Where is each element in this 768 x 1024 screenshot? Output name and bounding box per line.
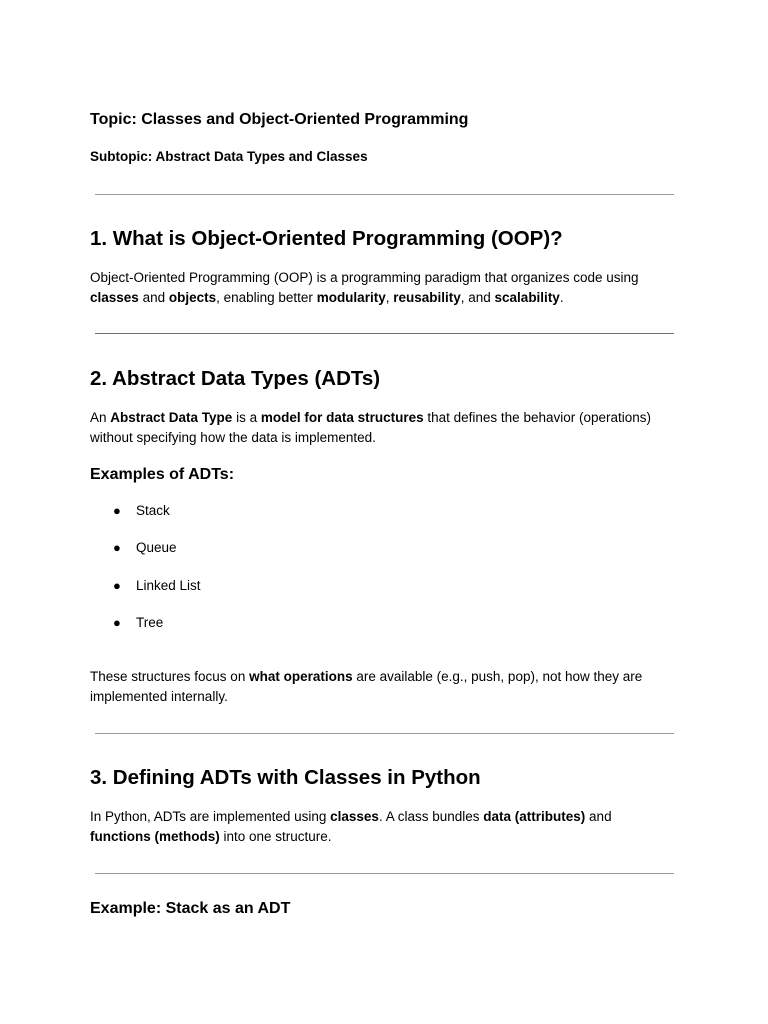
divider [95,333,674,334]
list-item-label: Queue [136,540,177,555]
text-run: These structures focus on [90,669,250,684]
section-3-heading: 3. Defining ADTs with Classes in Python [90,766,481,789]
divider [95,873,674,874]
text-run: are available (e.g., push, pop), not how they are implemented internally. [90,669,643,704]
text-run: , [385,289,394,305]
text-run: , and [460,289,495,305]
bold-term: data (attributes) [483,809,586,824]
section-2-summary [90,667,675,706]
section-1-heading: 1. What is Object-Oriented Programming (OOP)? [90,227,563,250]
section-1-paragraph [90,268,675,307]
text-run: and [585,809,612,824]
text-run: In Python, ADTs are implemented using [90,809,331,824]
text-run: . A class bundles [378,809,484,824]
bullet-icon: ● [113,503,121,518]
list-item [0,503,768,523]
divider [95,194,674,195]
example-heading: Example: Stack as an ADT [90,900,291,917]
list-item [0,615,768,635]
bold-term: Abstract Data Type [110,410,233,425]
text-run: An [90,410,111,425]
list-item-label: Tree [136,615,164,630]
subtopic-title: Subtopic: Abstract Data Types and Classes [90,149,368,164]
bold-term: functions (methods) [90,828,220,844]
list-item-label: Linked List [136,578,201,593]
list-item [0,540,768,560]
bold-term: modularity [316,289,386,305]
bold-term: model for data structures [260,410,424,425]
divider [95,733,674,734]
text-run: into one structure. [219,828,332,844]
bold-term: objects [168,289,217,305]
section-2-paragraph [90,408,675,447]
bold-term: reusability [393,289,461,305]
examples-heading: Examples of ADTs: [90,466,235,483]
bold-term: scalability [494,289,560,305]
text-run: and [138,289,169,305]
bullet-icon: ● [113,540,121,555]
text-run: that defines the behavior (operations) without specifying how the data is implemented. [90,410,652,445]
bullet-icon: ● [113,615,121,630]
topic-title: Topic: Classes and Object-Oriented Programming [90,111,469,128]
bullet-icon: ● [113,578,121,593]
text-run: is a [232,410,261,425]
bold-term: classes [90,289,139,305]
bold-term: what operations [249,669,353,684]
section-2-heading: 2. Abstract Data Types (ADTs) [90,367,381,390]
text-run: Object-Oriented Programming (OOP) is a programming paradigm that organizes code using [90,270,639,285]
text-run: . [559,289,564,305]
list-item [0,578,768,598]
list-item-label: Stack [136,503,170,518]
text-run: , enabling better [216,289,317,305]
bold-term: classes [330,809,379,824]
section-3-paragraph [90,807,675,846]
